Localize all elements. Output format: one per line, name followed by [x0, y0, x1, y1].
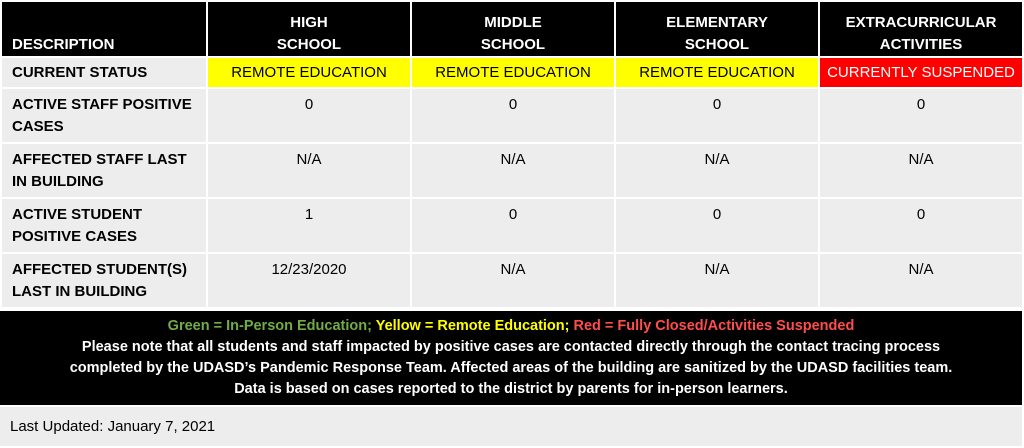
last-updated: Last Updated: January 7, 2021 — [0, 407, 1022, 446]
row-label-line: AFFECTED STAFF LAST — [12, 151, 187, 168]
header-middle-school — [411, 1, 615, 57]
header-line: SCHOOL — [276, 36, 342, 53]
status-cell-middle-school: REMOTE EDUCATION — [411, 57, 615, 88]
table-cell: 0 — [411, 198, 615, 253]
table-cell: 0 — [615, 88, 819, 143]
row-label-line: POSITIVE CASES — [12, 228, 138, 245]
header-line: ACTIVITIES — [879, 36, 963, 53]
row-label-line: ACTIVE STUDENT — [12, 206, 143, 223]
row-label — [1, 253, 207, 308]
table-cell: 0 — [615, 198, 819, 253]
header-line: ELEMENTARY — [666, 14, 768, 31]
status-cell-high-school: REMOTE EDUCATION — [207, 57, 411, 88]
row-label-line: CASES — [12, 118, 64, 135]
table-cell: 1 — [207, 198, 411, 253]
header-line: HIGH — [290, 14, 328, 31]
table-cell: 0 — [411, 88, 615, 143]
row-affected-staff — [1, 143, 1023, 198]
header-description: DESCRIPTION — [1, 1, 207, 57]
row-label-line: AFFECTED STUDENT(S) — [12, 261, 187, 278]
legend-yellow: Yellow = Remote Education; — [375, 318, 570, 334]
row-label-line: ACTIVE STAFF POSITIVE — [12, 96, 192, 113]
row-label-line: IN BUILDING — [12, 173, 104, 190]
table-header-row — [1, 1, 1023, 57]
header-line: SCHOOL — [480, 36, 546, 53]
table-cell: N/A — [207, 143, 411, 198]
notes-panel — [0, 311, 1022, 405]
row-active-staff-cases — [1, 88, 1023, 143]
note-line: Please note that all students and staff impacted by positive cases are contacted directly through the contact tracing process — [81, 339, 941, 355]
table-cell: N/A — [411, 253, 615, 308]
status-cell-extracurricular: CURRENTLY SUSPENDED — [819, 57, 1023, 88]
table-cell: N/A — [615, 143, 819, 198]
status-cell-elementary-school: REMOTE EDUCATION — [615, 57, 819, 88]
table-cell: 0 — [819, 198, 1023, 253]
row-current-status — [1, 57, 1023, 88]
row-label — [1, 143, 207, 198]
color-legend — [0, 316, 1022, 337]
header-line: SCHOOL — [684, 36, 750, 53]
note-line: Data is based on cases reported to the district by parents for in-person learners. — [234, 381, 788, 397]
header-high-school — [207, 1, 411, 57]
header-extracurricular — [819, 1, 1023, 57]
table-cell: 12/23/2020 — [207, 253, 411, 308]
legend-red: Red = Fully Closed/Activities Suspended — [573, 318, 855, 334]
table-cell: N/A — [819, 253, 1023, 308]
table-cell: N/A — [819, 143, 1023, 198]
table-cell: 0 — [207, 88, 411, 143]
table-cell: 0 — [819, 88, 1023, 143]
table-cell: N/A — [615, 253, 819, 308]
table-cell: N/A — [411, 143, 615, 198]
legend-green: Green = In-Person Education; — [167, 318, 372, 334]
header-line: EXTRACURRICULAR — [845, 14, 997, 31]
header-line: MIDDLE — [484, 14, 542, 31]
row-active-student-cases — [1, 198, 1023, 253]
row-label: CURRENT STATUS — [1, 57, 207, 88]
note-line: completed by the UDASD’s Pandemic Response Team. Affected areas of the building are sanitized by the UDASD facilities team. — [69, 360, 953, 376]
row-label — [1, 88, 207, 143]
header-elementary-school — [615, 1, 819, 57]
row-label-line: LAST IN BUILDING — [12, 283, 147, 300]
row-label — [1, 198, 207, 253]
row-affected-students — [1, 253, 1023, 308]
